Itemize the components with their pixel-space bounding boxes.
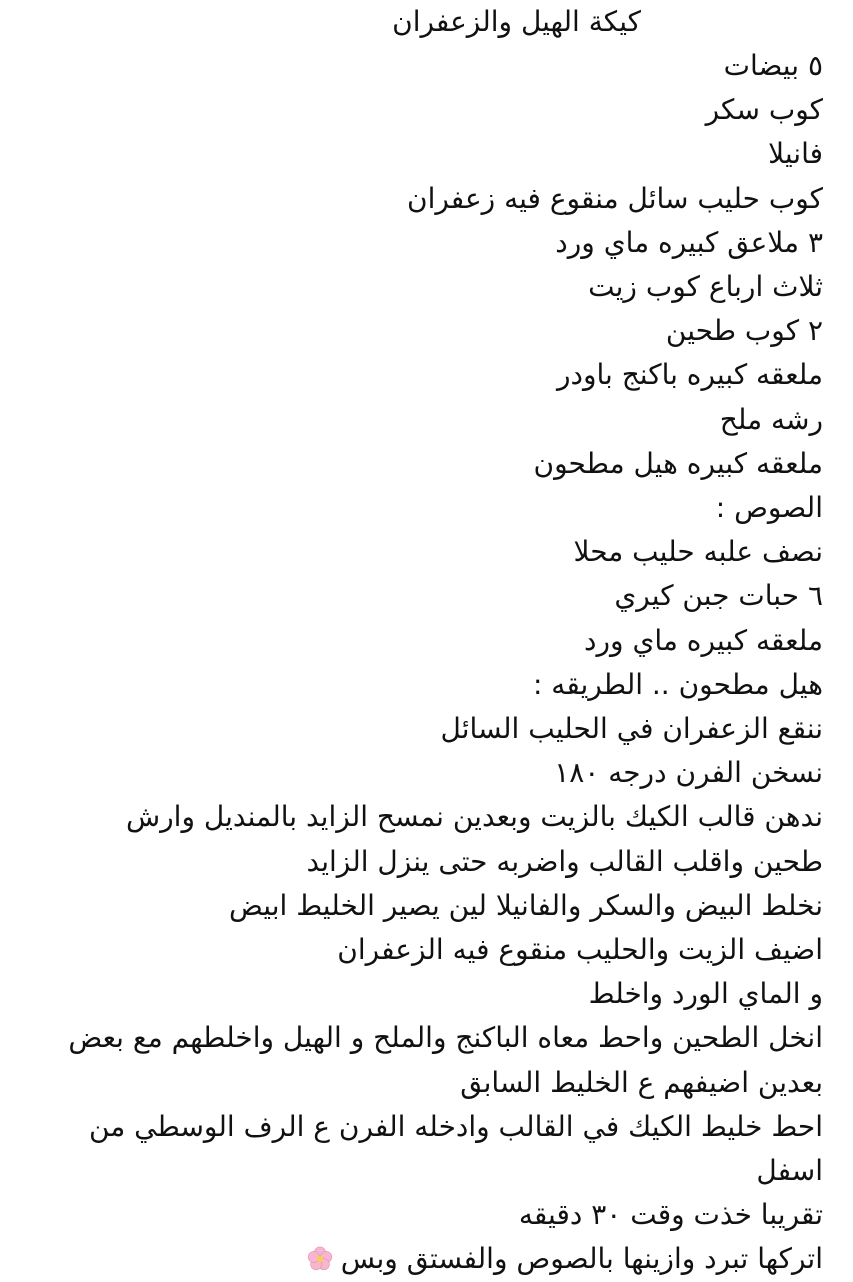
recipe-line-text: نسخن الفرن درجه ١٨٠ [554, 756, 823, 790]
recipe-line [30, 795, 823, 839]
recipe-line [30, 928, 823, 972]
recipe-line [30, 1193, 823, 1237]
recipe-line [30, 1061, 823, 1105]
recipe-line [30, 442, 823, 486]
recipe-line [30, 663, 823, 707]
recipe-line [30, 1149, 823, 1193]
recipe-line-text: بعدين اضيفهم ع الخليط السابق [460, 1065, 823, 1099]
recipe-line-text: الصوص : [715, 491, 823, 525]
recipe-line [30, 309, 823, 353]
recipe-line [30, 177, 823, 221]
recipe-line [30, 1016, 823, 1060]
recipe-line-text: هيل مطحون .. الطريقه : [532, 667, 823, 701]
recipe-line-text: احط خليط الكيك في القالب وادخله الفرن ع الرف الوسطي من [88, 1109, 823, 1143]
recipe-line [30, 1105, 823, 1149]
recipe-line-text: ملعقه كبيره ماي ورد [584, 623, 823, 657]
recipe-line-text: ٣ ملاعق كبيره ماي ورد [555, 225, 823, 259]
recipe-line [30, 88, 823, 132]
cherry-blossom-icon [307, 1246, 333, 1272]
recipe-line-text: اسفل [756, 1154, 823, 1188]
recipe-title: كيكة الهيل والزعفران [392, 5, 641, 38]
recipe-line-text: ملعقه كبيره هيل مطحون [533, 446, 823, 480]
recipe-line [30, 44, 823, 88]
recipe-line-text: ندهن قالب الكيك بالزيت وبعدين نمسح الزايد بالمنديل وارش [125, 800, 823, 834]
recipe-line-text: ملعقه كبيره باكنج باودر [556, 358, 823, 392]
recipe-line-text: ٢ كوب طحين [665, 314, 823, 348]
recipe-line-text: طحين واقلب القالب واضربه حتى ينزل الزايد [306, 844, 823, 878]
recipe-line-text: ثلاث ارباع كوب زيت [588, 270, 823, 304]
recipe-line-text: انخل الطحين واحط معاه الباكنج والملح و الهيل واخلطهم مع بعض [68, 1021, 823, 1055]
recipe-line [30, 619, 823, 663]
recipe-line-text: ٥ بيضات [723, 49, 823, 82]
recipe-line [30, 530, 823, 574]
recipe-line-text: ٦ حبات جبن كيري [614, 579, 823, 613]
recipe-line-text: نصف علبه حليب محلا [573, 535, 823, 569]
recipe-line-text: و الماي الورد واخلط [588, 977, 823, 1011]
recipe-line-text: اتركها تبرد وازينها بالصوص والفستق وبس [340, 1242, 823, 1276]
recipe-line [30, 574, 823, 618]
recipe-line-text: كوب سكر [705, 93, 823, 127]
recipe-line [30, 884, 823, 928]
recipe-line [30, 1237, 823, 1281]
recipe-line [30, 840, 823, 884]
recipe-line [30, 132, 823, 176]
recipe-line [30, 265, 823, 309]
recipe-lines [30, 44, 823, 1282]
recipe-line-text: اضيف الزيت والحليب منقوع فيه الزعفران [337, 933, 823, 967]
recipe-line [30, 751, 823, 795]
recipe-line [30, 707, 823, 751]
recipe-line-text: فانيلا [768, 137, 823, 171]
recipe-line-text: تقريبا خذت وقت ٣٠ دقيقه [518, 1198, 823, 1232]
recipe-line-text: كوب حليب سائل منقوع فيه زعفران [407, 181, 823, 215]
recipe-line [30, 398, 823, 442]
recipe-line [30, 972, 823, 1016]
recipe-line [30, 486, 823, 530]
recipe-line-text: ننقع الزعفران في الحليب السائل [440, 712, 823, 746]
recipe-line-text: رشه ملح [719, 402, 823, 436]
recipe-line [30, 353, 823, 397]
recipe-line [30, 221, 823, 265]
recipe-line-text: نخلط البيض والسكر والفانيلا لين يصير الخليط ابيض [228, 888, 823, 922]
